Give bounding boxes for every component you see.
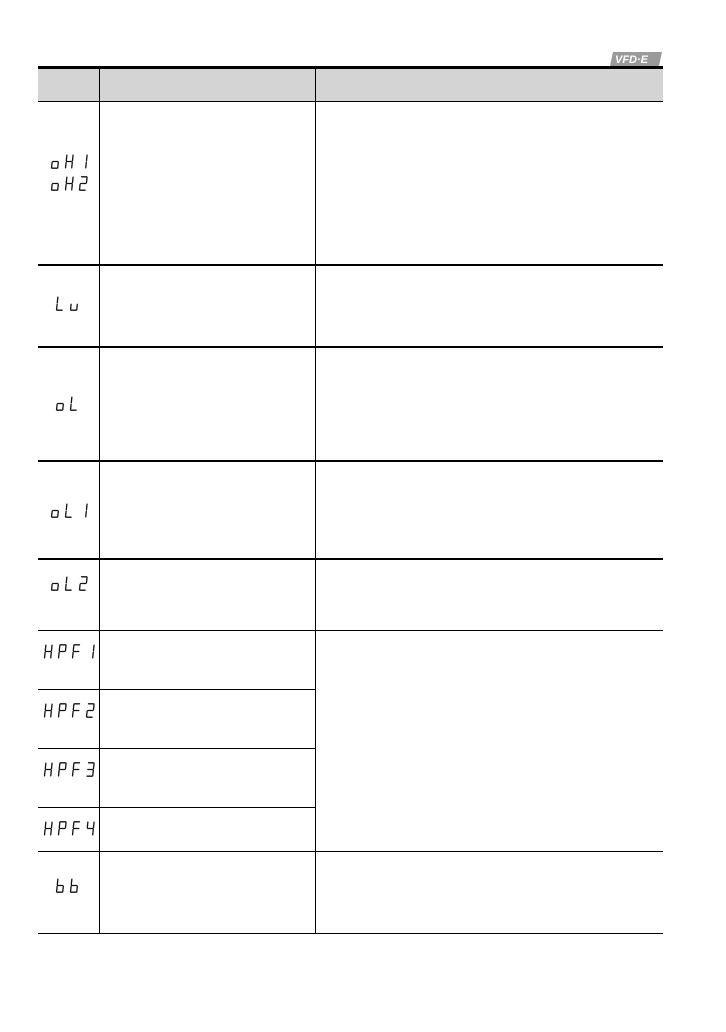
row-divider: [38, 460, 663, 462]
table-bottom-border: [38, 933, 663, 934]
row-divider: [38, 264, 663, 266]
display-code-HPF2: [43, 703, 97, 720]
display-code-HPF4: [43, 821, 97, 838]
row-divider: [38, 630, 663, 631]
display-code-HPF1: [43, 644, 97, 661]
display-code-oL1: [50, 503, 94, 520]
svg-text:VFD·E: VFD·E: [615, 54, 648, 66]
display-code-HPF3: [43, 762, 97, 779]
row-divider: [38, 748, 315, 749]
display-code-oL2: [50, 576, 94, 593]
display-code-oH2: [50, 176, 94, 193]
display-code-oH1: [50, 154, 94, 171]
seven-segment-glyphs: [52, 577, 88, 590]
column-divider: [315, 66, 316, 934]
seven-segment-glyphs: [45, 822, 95, 835]
seven-segment-glyphs: [52, 504, 88, 517]
row-divider: [38, 558, 663, 560]
column-divider: [99, 66, 100, 934]
table-header: [38, 66, 663, 102]
display-code-Lv: [55, 296, 85, 313]
header-name: [99, 69, 315, 101]
seven-segment-glyphs: [57, 297, 78, 310]
seven-segment-glyphs: [52, 155, 88, 168]
seven-segment-glyphs: [45, 645, 95, 658]
fault-code-table: [38, 66, 663, 934]
row-divider: [38, 851, 663, 852]
header-code: [38, 69, 99, 101]
vfd-e-logo: [610, 52, 662, 66]
header-action: [315, 69, 663, 101]
seven-segment-glyphs: [45, 763, 95, 776]
display-code-oL: [55, 396, 85, 413]
seven-segment-glyphs: [57, 879, 78, 892]
row-divider: [38, 689, 315, 690]
seven-segment-glyphs: [57, 397, 77, 410]
display-code-bb: [55, 878, 85, 895]
row-divider: [38, 346, 663, 348]
seven-segment-glyphs: [52, 177, 88, 190]
row-divider: [38, 807, 315, 808]
seven-segment-glyphs: [45, 704, 95, 717]
